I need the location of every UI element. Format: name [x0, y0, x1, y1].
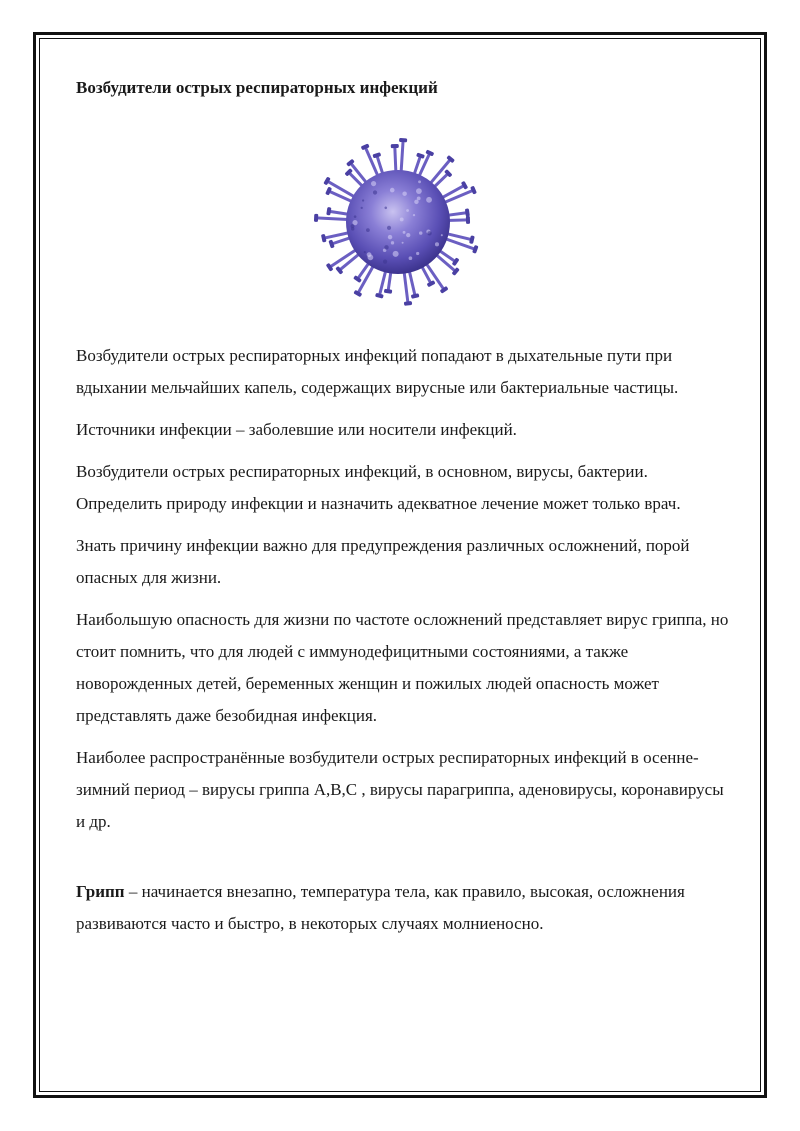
document-body: [76, 340, 736, 950]
virus-texture-dot: [362, 199, 364, 201]
virus-texture-dot: [391, 241, 394, 244]
virus-spike-cap: [465, 208, 470, 216]
virus-texture-dot: [402, 191, 406, 195]
paragraph: Источники инфекции – заболевшие или носители инфекций.: [76, 420, 517, 439]
virus-texture-dot: [373, 190, 377, 194]
flu-description: – начинается внезапно, температура тела, как правило, высокая, осложнения развиваются часто и быстро, в некоторых случаях молниеносно.: [76, 882, 685, 933]
virus-illustration: [312, 136, 484, 308]
virus-texture-dot: [406, 233, 410, 237]
virus-texture-dot: [388, 235, 392, 239]
virus-body: [346, 170, 450, 274]
virus-spike-cap: [384, 289, 392, 294]
virus-spike-cap: [404, 301, 412, 306]
virus-spike: [401, 140, 403, 174]
virus-spike: [442, 190, 473, 203]
virus-texture-dot: [393, 251, 399, 257]
virus-texture-dot: [384, 245, 388, 249]
virus-texture-dot: [400, 217, 404, 221]
virus-spike: [365, 147, 379, 178]
virus-texture-dot: [366, 228, 370, 232]
virus-texture-dot: [354, 215, 357, 218]
virus-texture-dot: [441, 234, 443, 236]
virus-spike-cap: [326, 207, 331, 216]
virus-texture-dot: [384, 207, 387, 210]
virus-spike: [395, 146, 396, 174]
flu-term: Грипп: [76, 882, 125, 901]
flu-paragraph: [76, 876, 736, 940]
virus-texture-dot: [435, 242, 439, 246]
paragraph: Возбудители острых респираторных инфекций, в основном, вирусы, бактерии. Определить природу инфекции и назначить адекватное лечение может только врач.: [76, 462, 681, 513]
paragraph: Наиболее распространённые возбудители острых респираторных инфекций в осенне-зимний период – вирусы гриппа А,В,С , вирусы парагриппа, аденовирусы, коронавирусы и др.: [76, 748, 724, 831]
virus-spike: [404, 270, 408, 304]
virus-texture-dot: [426, 197, 432, 203]
virus-texture-dot: [383, 260, 387, 264]
virus-spike-cap: [399, 138, 407, 142]
virus-texture-dot: [409, 256, 413, 260]
paragraph: Знать причину инфекции важно для предупреждения различных осложнений, порой опасных для жизни.: [76, 536, 690, 587]
virus-texture-dot: [364, 251, 366, 253]
virus-texture-dot: [387, 226, 391, 230]
virus-texture-dot: [406, 209, 409, 212]
virus-texture-dot: [416, 252, 419, 255]
virus-texture-dot: [416, 188, 422, 194]
virus-texture-dot: [419, 231, 422, 234]
virus-texture-dot: [371, 181, 376, 186]
virus-spike-cap: [314, 214, 318, 222]
virus-texture-dot: [351, 224, 355, 228]
virus-spike: [316, 218, 350, 220]
virus-texture-dot: [403, 231, 406, 234]
virus-spike: [409, 269, 415, 296]
virus-spike-cap: [321, 234, 327, 243]
virus-texture-dot: [413, 214, 415, 216]
virus-spike-cap: [469, 235, 475, 244]
virus-texture-dot: [367, 252, 372, 257]
paragraph: Возбудители острых респираторных инфекций попадают в дыхательные пути при вдыхании мельчайших капель, содержащих вирусные или бактериальные частицы.: [76, 346, 679, 397]
virus-texture-dot: [361, 207, 363, 209]
virus-texture-dot: [402, 242, 404, 244]
virus-spike-cap: [391, 144, 399, 148]
virus-spike-cap: [375, 293, 384, 299]
virus-texture-dot: [427, 231, 431, 235]
virus-texture-dot: [414, 200, 418, 204]
virus-texture-dot: [417, 196, 421, 200]
virus-spike-cap: [466, 216, 470, 224]
virus-spike-cap: [411, 293, 420, 299]
document-title: Возбудители острых респираторных инфекций: [76, 78, 438, 97]
virus-texture-dot: [390, 188, 395, 193]
paragraph: Наибольшую опасность для жизни по частоте осложнений представляет вирус гриппа, но стоит помнить, что для людей с иммунодефицитными состояниями, а также новорожденных детей, беременных женщин и пожилых людей опасность может представлять даже безобидная инфекция.: [76, 610, 729, 725]
virus-texture-dot: [418, 180, 421, 183]
